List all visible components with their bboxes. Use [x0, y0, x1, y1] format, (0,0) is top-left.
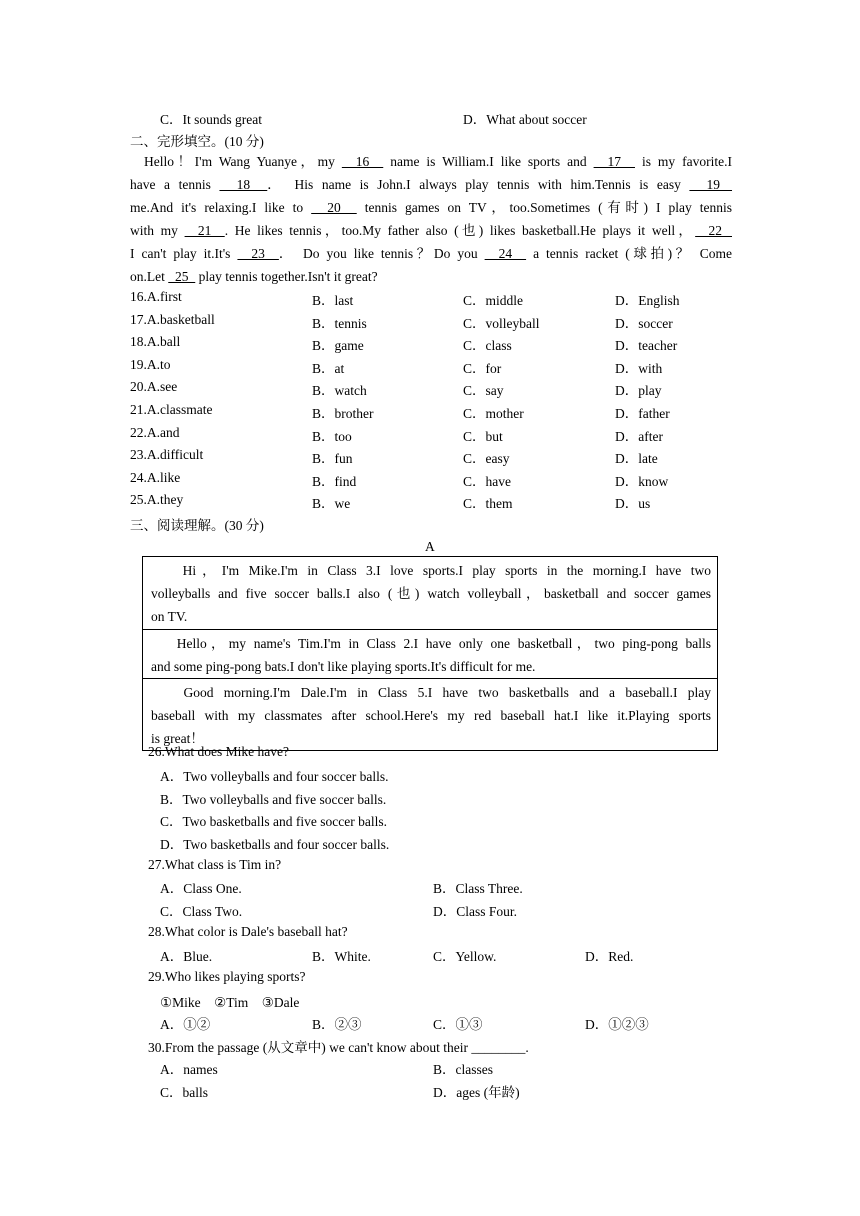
cloze-line: Hello！I'm Wang Yuanye，my 16 name is William.I like sports and 17 is my favorite.I — [144, 154, 732, 169]
cloze-option: C．them — [463, 496, 513, 512]
cloze-option: D．late — [615, 451, 658, 467]
choice-26b: B．Two volleyballs and five soccer balls. — [160, 792, 387, 807]
cloze-option: C．volleyball — [463, 315, 540, 331]
cloze-option: 22.A.and — [130, 424, 180, 440]
cloze-option: C．but — [463, 428, 503, 444]
choice-29d: D．①②③ — [585, 1017, 649, 1032]
cloze-option: C．mother — [463, 406, 524, 421]
section3-heading: 三、阅读理解。(30 分) — [130, 518, 264, 533]
choice-26d: D．Two basketballs and four soccer balls. — [160, 837, 390, 852]
cloze-option: B．we — [312, 496, 351, 512]
choice-28b: B．White. — [312, 949, 371, 964]
cloze-passage — [130, 150, 732, 288]
prev-option-c: C．It sounds great — [160, 112, 262, 127]
cloze-line: have a tennis 18 ． His name is John.I always play tennis with him.Tennis is easy 19 — [130, 177, 733, 192]
choice-30b: B．classes — [433, 1062, 493, 1077]
cloze-option: D．after — [615, 428, 663, 444]
cloze-option: D．father — [615, 406, 670, 421]
cloze-option: C．middle — [463, 293, 523, 308]
passage-label: A — [425, 539, 435, 554]
cloze-option: B．fun — [312, 451, 353, 467]
cloze-option: D．play — [615, 383, 662, 399]
passage-line: volleyballs and five soccer balls.I also (也) watch volleyball，basketball and soccer games — [151, 586, 711, 601]
cloze-option: 20.A.see — [130, 379, 178, 395]
choice-29a: A．①② — [160, 1017, 211, 1032]
cloze-option: 17.A.basketball — [130, 311, 215, 327]
cloze-blank: 21 — [184, 223, 225, 238]
cloze-blank: 19 — [689, 177, 733, 192]
choice-27d: D．Class Four. — [433, 904, 518, 919]
cloze-option: 21.A.classmate — [130, 402, 213, 417]
question-26: 26.What does Mike have? — [148, 744, 289, 759]
choice-26c: C．Two basketballs and five soccer balls. — [160, 814, 387, 829]
choice-30a: A．names — [160, 1062, 218, 1077]
choice-27a: A．Class One. — [160, 881, 242, 896]
cloze-option: D．English — [615, 293, 680, 308]
cloze-line: I can't play it.It's 23 ． Do you like tennis？Do you 24 a tennis racket (球拍)？ Come — [130, 246, 733, 261]
question-28: 28.What color is Dale's baseball hat? — [148, 924, 348, 939]
passage-line: Good morning.I'm Dale.I'm in Class 5.I have two basketballs and a baseball.I play — [163, 685, 711, 700]
cloze-option: C．easy — [463, 451, 510, 467]
choice-29c: C．①③ — [433, 1017, 483, 1032]
cloze-option: C．class — [463, 338, 512, 354]
cloze-blank: 23 — [237, 246, 279, 261]
cloze-blank: 18 — [219, 177, 268, 192]
cloze-option: B．find — [312, 473, 357, 489]
cloze-blank: 22 — [695, 223, 732, 238]
cloze-blank: 24 — [484, 246, 527, 261]
cloze-line: on.Let 25 play tennis together.Isn't it great? — [130, 269, 378, 284]
passage-line: is great！ — [151, 731, 204, 746]
choice-28d: D．Red. — [585, 949, 634, 964]
cloze-blank: 17 — [593, 154, 635, 169]
cloze-blank: 16 — [341, 154, 384, 169]
choice-26a: A．Two volleyballs and four soccer balls. — [160, 769, 389, 784]
question-29-items: ①Mike ②Tim ③Dale — [160, 995, 300, 1010]
cloze-option: B．game — [312, 338, 364, 354]
question-27: 27.What class is Tim in? — [148, 857, 282, 872]
cloze-option: B．watch — [312, 383, 367, 399]
cloze-option: 16.A.first — [130, 289, 182, 304]
choice-30c: C．balls — [160, 1085, 209, 1100]
passage-line: baseball with my classmates after school.Here's my red baseball hat.I like it.Playing sports — [151, 708, 711, 723]
cloze-option: 18.A.ball — [130, 334, 181, 350]
cloze-option: C．have — [463, 473, 511, 489]
choice-27c: C．Class Two. — [160, 904, 243, 919]
cloze-option: 19.A.to — [130, 356, 171, 372]
cloze-line: with my 21 . He likes tennis，too.My father also (也) likes basketball.He plays it well， 22 — [130, 223, 732, 238]
passage-tim — [143, 630, 717, 679]
cloze-option: 23.A.difficult — [130, 447, 204, 463]
cloze-option: B．brother — [312, 406, 374, 421]
cloze-line: me.And it's relaxing.I like to 20 tennis games on TV，too.Sometimes (有时) I play tennis — [130, 200, 733, 215]
cloze-option: 24.A.like — [130, 469, 181, 485]
cloze-option: D．know — [615, 473, 669, 489]
passage-line: Hello，my name's Tim.I'm in Class 2.I have only one basketball，two ping-pong balls — [159, 636, 711, 651]
passage-table — [142, 556, 718, 751]
cloze-option: C．for — [463, 360, 502, 376]
choice-28a: A．Blue. — [160, 949, 213, 964]
section2-heading: 二、完形填空。(10 分) — [130, 134, 264, 149]
passage-line: Hi，I'm Mike.I'm in Class 3.I love sports.I play sports in the morning.I have two — [163, 563, 711, 578]
prev-option-d: D．What about soccer — [463, 112, 587, 127]
cloze-option: B．last — [312, 293, 354, 308]
passage-mike — [143, 557, 717, 630]
cloze-option: C．say — [463, 383, 504, 399]
choice-30d: D．ages (年龄) — [433, 1085, 520, 1100]
passage-dale — [143, 679, 717, 750]
cloze-option: B．tennis — [312, 315, 367, 331]
passage-line: on TV. — [151, 609, 188, 624]
choice-27b: B．Class Three. — [433, 881, 523, 896]
cloze-blank: 20 — [311, 200, 357, 215]
question-30: 30.From the passage (从文章中) we can't know about their ________. — [148, 1040, 529, 1055]
cloze-option: D．soccer — [615, 315, 673, 331]
question-29: 29.Who likes playing sports? — [148, 969, 306, 984]
cloze-option: D．teacher — [615, 338, 678, 354]
cloze-blank: 25 — [168, 269, 196, 284]
cloze-option: D．us — [615, 496, 651, 512]
passage-line: and some ping-pong bats.I don't like playing sports.It's difficult for me. — [151, 659, 536, 674]
cloze-option: D．with — [615, 360, 663, 376]
cloze-option: B．too — [312, 428, 352, 444]
cloze-option: B．at — [312, 360, 345, 376]
choice-29b: B．②③ — [312, 1017, 362, 1032]
cloze-option: 25.A.they — [130, 492, 184, 508]
choice-28c: C．Yellow. — [433, 949, 497, 964]
